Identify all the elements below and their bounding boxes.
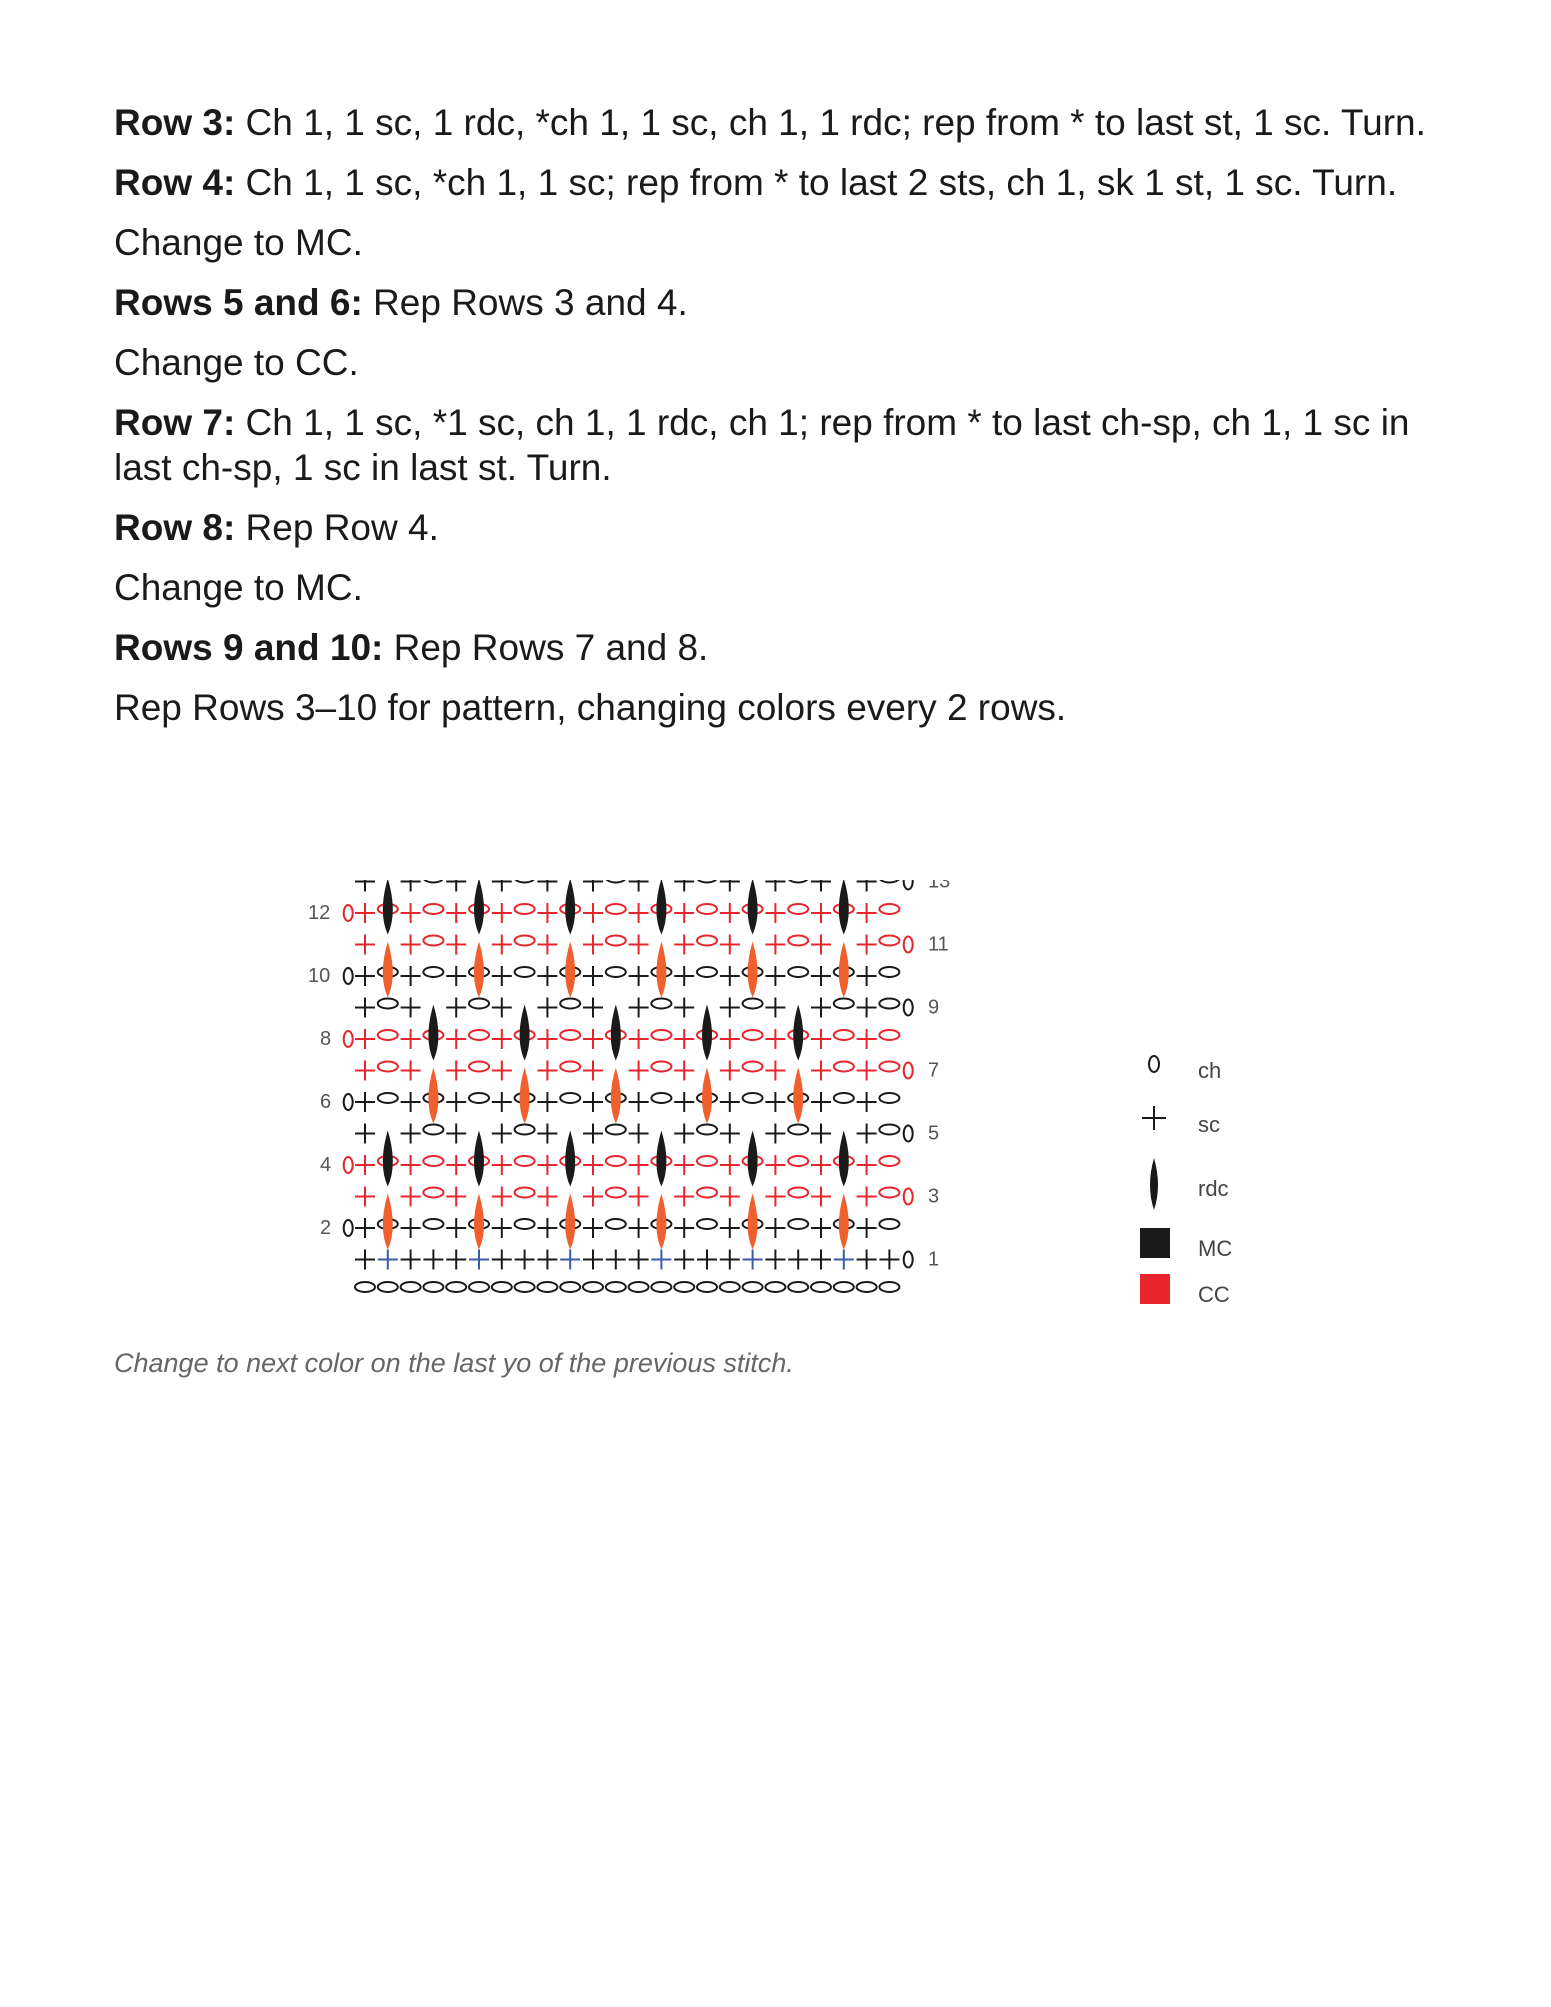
chain-stitch [469,1093,489,1103]
chain-stitch [697,936,717,946]
chain-stitch [697,967,717,977]
chain-stitch [879,999,899,1009]
chain-stitch [697,1125,717,1135]
rdc-stitch [748,1194,758,1250]
chain-stitch [879,1156,899,1166]
chain-stitch [788,904,808,914]
chain-stitch [904,880,913,890]
chain-stitch [788,967,808,977]
chain-stitch [515,967,535,977]
rdc-stitch [520,1005,530,1061]
chain-stitch [378,1062,398,1072]
rdc-stitch [748,942,758,998]
stitch-chart [300,880,1100,1320]
chain-stitch [857,1282,877,1292]
legend-label-cc: CC [1198,1282,1230,1307]
rdc-stitch [702,1068,712,1124]
rdc-stitch-icon [1140,1156,1180,1216]
instruction-text: Ch 1, 1 sc, 1 rdc, *ch 1, 1 sc, ch 1, 1 rdc; rep from * to last st, 1 sc. Turn. [235,102,1426,143]
chain-stitch [629,1282,649,1292]
row-number-left: 12 [308,902,331,924]
chain-stitch [879,1188,899,1198]
chain-stitch [378,999,398,1009]
row-number-left: 8 [320,1028,332,1050]
chain-stitch [378,1030,398,1040]
row-number-right: 3 [928,1185,940,1208]
rdc-stitch [793,1068,803,1124]
chain-stitch [515,1156,535,1166]
chain-stitch [697,1188,717,1198]
instruction-text: Rep Row 4. [235,507,439,548]
chain-stitch [606,904,626,914]
rdc-stitch [748,880,758,935]
chain-stitch [401,1282,421,1292]
chain-stitch [879,936,899,946]
instruction-text: Ch 1, 1 sc, *1 sc, ch 1, 1 rdc, ch 1; rep from * to last ch-sp, ch 1, 1 sc in last ch-sp, 1 sc in last st. Turn. [114,402,1410,488]
legend-item-cc [1140,1274,1340,1314]
chain-stitch [378,1093,398,1103]
chain-stitch [515,1125,535,1135]
rdc-stitch [839,880,849,935]
chain-stitch [788,1125,808,1135]
chain-stitch [834,999,854,1009]
rdc-stitch [611,1068,621,1124]
instruction-text: Rep Rows 7 and 8. [383,627,709,668]
chain-stitch [788,1156,808,1166]
instruction-paragraph [114,160,1444,205]
chain-stitch [492,1282,512,1292]
chain-stitch [651,1062,671,1072]
chart-caption: Change to next color on the last yo of the previous stitch. [114,1348,794,1378]
instruction-text: Rep Rows 3–10 for pattern, changing colors every 2 rows. [114,687,1067,728]
rdc-stitch [565,1131,575,1187]
chain-stitch [560,1030,580,1040]
legend-item-ch [1140,1050,1340,1090]
rdc-stitch [565,1194,575,1250]
row-label: Row 3: [114,102,236,143]
chain-stitch [697,1156,717,1166]
chain-stitch [811,1282,831,1292]
rdc-stitch [383,1131,393,1187]
chain-stitch [469,1282,489,1292]
row-label: Rows 5 and 6: [114,282,363,323]
chain-stitch [344,1094,353,1110]
rdc-stitch [611,1005,621,1061]
chain-stitch [606,1282,626,1292]
rdc-stitch [565,880,575,935]
chain-stitch [378,1282,398,1292]
chain-stitch [423,1219,443,1229]
chain-stitch [879,1093,899,1103]
chain-stitch [697,904,717,914]
chart-legend [1140,1050,1340,1330]
rdc-stitch [428,1005,438,1061]
chain-stitch [743,1030,763,1040]
chain-stitch [651,1093,671,1103]
chain-stitch-icon [1140,1050,1180,1090]
chain-stitch [743,999,763,1009]
chain-stitch [560,1282,580,1292]
row-number-right: 5 [928,1122,940,1145]
chain-stitch [469,1030,489,1040]
chain-stitch [879,1062,899,1072]
chain-stitch [879,1219,899,1229]
single-crochet-icon [1140,1104,1180,1144]
chain-stitch [606,1219,626,1229]
chain-stitch [469,999,489,1009]
chain-stitch [788,1219,808,1229]
rdc-stitch [565,942,575,998]
rdc-stitch [748,1131,758,1187]
rdc-stitch [656,942,666,998]
mc-color-swatch [1140,1228,1180,1268]
chain-stitch [423,880,443,883]
chain-stitch [606,967,626,977]
rdc-stitch [474,1131,484,1187]
chain-stitch [606,880,626,883]
chain-stitch [423,1125,443,1135]
legend-item-mc [1140,1228,1340,1268]
row-label: Row 4: [114,162,236,203]
chain-stitch [515,904,535,914]
chain-stitch [606,1156,626,1166]
chain-stitch [344,968,353,984]
chain-stitch [904,937,913,953]
chain-stitch [697,1219,717,1229]
rdc-stitch [428,1068,438,1124]
instruction-paragraph [114,565,1444,610]
rdc-stitch [656,880,666,935]
chain-stitch [606,1125,626,1135]
chain-stitch [423,1156,443,1166]
chain-stitch [879,880,899,883]
row-number-left: 6 [320,1091,332,1113]
chain-stitch [765,1282,785,1292]
chain-stitch [560,999,580,1009]
chain-stitch [904,1126,913,1142]
chain-stitch [651,1030,671,1040]
chain-stitch [834,1062,854,1072]
rdc-stitch [793,1005,803,1061]
chain-stitch [423,1282,443,1292]
chain-stitch [720,1282,740,1292]
instruction-paragraph [114,340,1444,385]
chain-stitch [423,936,443,946]
chain-stitch [606,1188,626,1198]
chain-stitch [788,1282,808,1292]
instruction-paragraph [114,100,1444,145]
chain-stitch [834,1282,854,1292]
instruction-text: Rep Rows 3 and 4. [362,282,688,323]
legend-label-ch: ch [1198,1058,1222,1083]
chain-stitch [879,1125,899,1135]
chain-stitch [788,1188,808,1198]
chain-stitch [469,1062,489,1072]
chain-stitch [651,1282,671,1292]
chain-stitch [583,1282,603,1292]
chain-stitch [879,1282,899,1292]
rdc-stitch [474,880,484,935]
row-number-left: 10 [308,965,331,987]
legend-item-rdc [1140,1156,1340,1216]
row-number-right: 1 [928,1248,940,1271]
chain-stitch [743,1093,763,1103]
chain-stitch [560,1093,580,1103]
chain-stitch [344,1031,353,1047]
chain-stitch [606,936,626,946]
rdc-stitch [839,1194,849,1250]
chain-stitch [515,1219,535,1229]
rdc-stitch [702,1005,712,1061]
legend-item-sc [1140,1104,1340,1144]
chain-stitch [515,1188,535,1198]
chain-stitch [674,1282,694,1292]
rdc-stitch [383,942,393,998]
chain-stitch [423,967,443,977]
chain-stitch [788,880,808,883]
chain-stitch [697,880,717,883]
chain-stitch [344,905,353,921]
chain-stitch [344,1157,353,1173]
chain-stitch [879,904,899,914]
rdc-stitch [474,942,484,998]
chain-stitch [879,1030,899,1040]
cc-color-swatch [1140,1274,1180,1314]
rdc-stitch [520,1068,530,1124]
chain-stitch [651,999,671,1009]
instruction-paragraph [114,625,1444,670]
rdc-stitch [383,1194,393,1250]
row-number-right: 7 [928,1059,940,1082]
chain-stitch [834,1030,854,1040]
legend-label-sc: sc [1198,1112,1220,1137]
row-label: Rows 9 and 10: [114,627,384,668]
legend-label-rdc: rdc [1198,1176,1229,1201]
chain-stitch [515,1282,535,1292]
chain-stitch [834,1093,854,1103]
chain-stitch [743,1062,763,1072]
row-number-right: 9 [928,996,940,1019]
chain-stitch [446,1282,466,1292]
instruction-text: Change to MC. [114,222,363,263]
instruction-paragraph [114,280,1444,325]
stitch-chart-svg [300,880,1100,1320]
chain-stitch [515,936,535,946]
chain-stitch [537,1282,557,1292]
chain-stitch [904,1252,913,1268]
row-number-left: 2 [320,1217,332,1239]
chain-stitch [423,904,443,914]
chain-stitch [560,1062,580,1072]
rdc-stitch [474,1194,484,1250]
rdc-stitch [839,1131,849,1187]
instruction-text: Change to CC. [114,342,359,383]
chain-stitch [423,1188,443,1198]
instruction-text: Ch 1, 1 sc, *ch 1, 1 sc; rep from * to last 2 sts, ch 1, sk 1 st, 1 sc. Turn. [235,162,1398,203]
instruction-paragraph [114,685,1444,730]
chain-stitch [355,1282,375,1292]
pattern-instructions [114,100,1444,745]
instruction-paragraph [114,400,1444,490]
chain-stitch [904,1063,913,1079]
chain-stitch [904,1000,913,1016]
instruction-paragraph [114,505,1444,550]
legend-label-mc: MC [1198,1236,1233,1261]
rdc-stitch [656,1194,666,1250]
row-number-right: 13 [928,880,951,893]
row-label: Row 8: [114,507,236,548]
chain-stitch [788,936,808,946]
chain-stitch [515,880,535,883]
instruction-text: Change to MC. [114,567,363,608]
row-label: Row 7: [114,402,236,443]
chain-stitch [697,1282,717,1292]
chain-stitch [743,1282,763,1292]
chain-stitch [344,1220,353,1236]
chain-stitch [904,1189,913,1205]
instruction-paragraph [114,220,1444,265]
row-number-right: 11 [928,933,949,956]
rdc-stitch [839,942,849,998]
chain-stitch [879,967,899,977]
row-number-left: 4 [320,1154,332,1176]
rdc-stitch [656,1131,666,1187]
rdc-stitch [383,880,393,935]
